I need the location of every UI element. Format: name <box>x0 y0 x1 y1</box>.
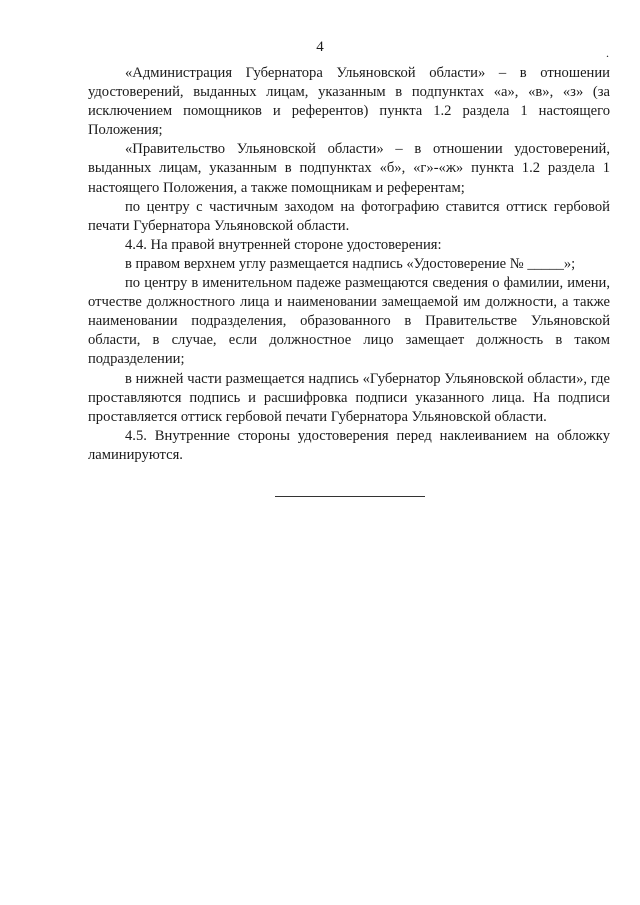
paragraph-section-4-4: 4.4. На правой внутренней стороне удостоверения: <box>125 236 442 253</box>
paragraph-administration: «Администрация Губернатора Ульяновской области» – в отношении удостоверений, выданных лицам, указанным в подпунктах «а», «в», «з» (за исключением помощников и референтов) пункта 1.2 раздела 1 настоящего Положения; <box>88 65 610 139</box>
paragraph-seal-center: по центру с частичным заходом на фотографию ставится оттиск гербовой печати Губернатора Ульяновской области. <box>88 198 610 234</box>
document-end-divider <box>275 496 425 497</box>
paragraph-bottom-signature: в нижней части размещается надпись «Губернатор Ульяновской области», где проставляются подпись и расшифровка подписи указанного лица. На подписи проставляется оттиск гербовой печати Губернатора Ульяновской области. <box>88 370 610 425</box>
page-number: 4 <box>316 39 324 55</box>
paragraph-top-right-label: в правом верхнем углу размещается надпись «Удостоверение № _____»; <box>125 255 576 272</box>
corner-mark: . <box>606 46 609 60</box>
paragraph-government: «Правительство Ульяновской области» – в отношении удостоверений, выданных лицам, указанным в подпунктах «б», «г»-«ж» пункта 1.2 раздела 1 настоящего Положения, а также помощникам и референтам; <box>88 141 610 196</box>
paragraph-center-details: по центру в именительном падеже размещаются сведения о фамилии, имени, отчестве должностного лица и наименовании замещаемой им должности, а также наименовании подразделения, образованного в Правительстве Ульяновской области, в случае, если должностное лицо замещает должность в таком подразделении; <box>88 275 610 368</box>
document-body <box>88 64 610 465</box>
paragraph-section-4-5: 4.5. Внутренние стороны удостоверения перед наклеиванием на обложку ламинируются. <box>88 427 610 463</box>
